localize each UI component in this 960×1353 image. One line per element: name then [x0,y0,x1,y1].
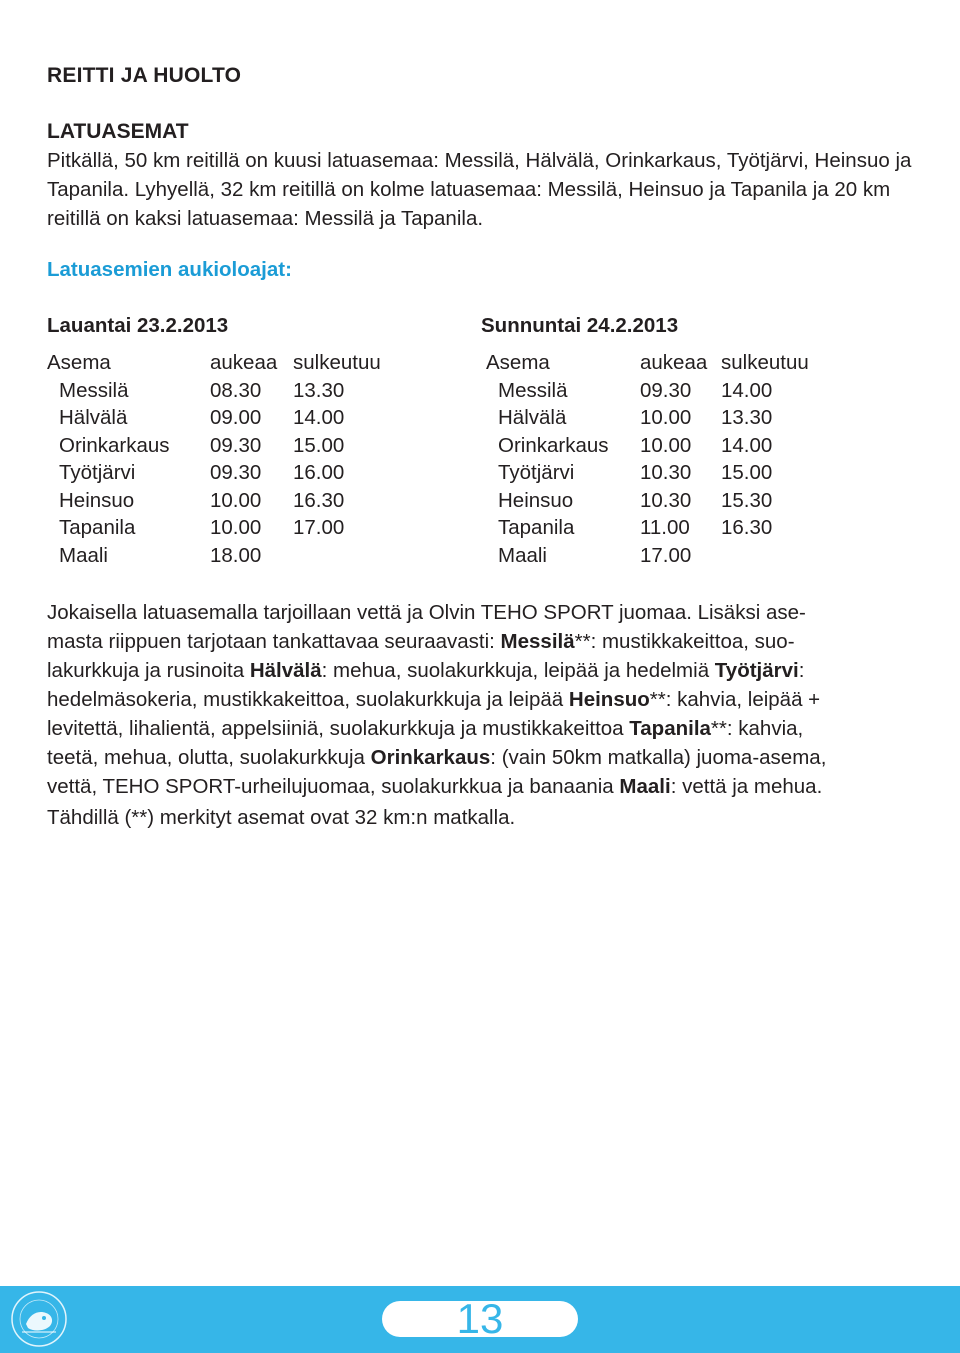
table-row [47,404,467,432]
table-row [481,542,901,570]
station-name-bold: Hälvälä [249,659,322,682]
opening-time: 17.00 [640,543,692,567]
station-name-bold: Työtjärvi [714,659,799,682]
station-name: Hälvälä [498,406,567,429]
subsection-title: LATUASEMAT [47,120,189,143]
section-title: REITTI JA HUOLTO [47,64,242,87]
station-name: Messilä [498,378,568,402]
table-row [47,514,467,542]
closing-time: 14.00 [721,433,773,457]
saturday-header-row [47,349,467,377]
station-name-bold: Orinkarkaus [370,746,491,769]
column-header-station: Asema [486,351,550,374]
offer-text: **: kahvia, [710,717,804,740]
sunday-title: Sunnuntai 24.2.2013 [481,314,679,337]
opening-time: 10.00 [640,406,692,429]
event-logo-icon [8,1288,70,1350]
opening-time: 10.00 [210,488,262,512]
table-row [481,432,901,460]
opening-time: 18.00 [210,543,262,567]
closing-time: 15.30 [721,488,773,512]
opening-time: 09.30 [210,461,262,484]
offer-text: **: mustikkakeittoa, suo- [574,630,795,653]
closing-time: 16.30 [293,488,345,512]
offer-text: : [798,659,805,682]
table-row [47,377,467,405]
station-name: Työtjärvi [498,461,575,484]
station-name: Heinsuo [498,488,574,512]
closing-time: 16.00 [293,461,345,484]
station-name: Työtjärvi [59,461,136,484]
station-name: Messilä [59,378,129,402]
station-name-bold: Tapanila [629,717,711,740]
column-header-closes: sulkeutuu [293,351,381,374]
table-row [47,487,467,515]
closing-time: 14.00 [721,378,773,402]
column-header-closes: sulkeutuu [721,351,809,374]
column-header-station: Asema [47,351,111,374]
opening-time: 10.00 [640,433,692,457]
opening-time: 10.00 [210,516,262,539]
station-name: Tapanila [498,516,575,539]
table-row [47,432,467,460]
opening-time: 08.30 [210,378,262,402]
table-row [481,404,901,432]
opening-time: 09.30 [210,433,262,457]
offer-text: teetä, mehua, olutta, suolakurkkuja [47,746,371,769]
opening-hours-heading: Latuasemien aukioloajat: [47,258,292,281]
station-name: Hälvälä [59,406,128,429]
saturday-title: Lauantai 23.2.2013 [47,314,229,337]
refreshments-paragraph [47,598,927,801]
intro-paragraph: Pitkällä, 50 km reitillä on kuusi latuasemaa: Messilä, Hälvälä, Orinkarkaus, Työtjärvi, Heinsuo ja Tapanila. Lyhyellä, 32 km reitillä on kolme latuasemaa: Messilä, Heinsuo ja Tapanila ja 20 km reitillä on kaksi latuasemaa: Messilä ja Tapanila. [47,149,912,230]
closing-time: 13.30 [293,378,345,402]
opening-time: 09.00 [210,406,262,429]
sunday-header-row [481,349,901,377]
offer-text: : mehua, suolakurkkuja, leipää ja hedelmiä [321,659,715,682]
offer-text: : vettä ja mehua. [670,775,823,798]
offer-text: lakurkkuja ja rusinoita [47,659,250,682]
table-row [481,377,901,405]
station-name-bold: Maali [619,775,671,798]
offer-text: Jokaisella latuasemalla tarjoillaan vettä ja Olvin TEHO SPORT juomaa. Lisäksi ase- [47,601,806,624]
table-row [481,487,901,515]
closing-time: 15.00 [721,461,773,484]
closing-time: 17.00 [293,516,345,539]
closing-time: 14.00 [293,406,345,429]
offer-text: : (vain 50km matkalla) juoma-asema, [490,746,827,769]
closing-time: 13.30 [721,406,773,429]
station-name: Maali [59,543,108,567]
station-name-bold: Messilä [500,630,575,653]
closing-time: 16.30 [721,516,773,539]
opening-time: 10.30 [640,488,692,512]
station-name: Heinsuo [59,488,135,512]
sunday-schedule [481,312,901,569]
station-name: Orinkarkaus [59,433,170,457]
station-name: Orinkarkaus [498,433,609,457]
offer-text: **: kahvia, leipää + [649,688,821,711]
table-row [47,459,467,487]
table-row [481,514,901,542]
offer-text: masta riippuen tarjotaan tankattavaa seuraavasti: [47,630,501,653]
closing-time [293,542,413,570]
station-name-bold: Heinsuo [568,688,650,711]
offer-text: vettä, TEHO SPORT-urheilujuomaa, suolakurkkua ja banaania [47,775,620,798]
footnote: Tähdillä (**) merkityt asemat ovat 32 km:n matkalla. [47,806,516,829]
station-name: Maali [498,543,547,567]
saturday-schedule [47,312,467,569]
closing-time [721,542,841,570]
column-header-opens: aukeaa [640,351,708,374]
opening-time: 09.30 [640,378,692,402]
offer-text: hedelmäsokeria, mustikkakeittoa, suolakurkkuja ja leipää [47,688,569,711]
station-name: Tapanila [59,516,136,539]
table-row [481,459,901,487]
offer-text: levitettä, lihalientä, appelsiiniä, suolakurkkuja ja mustikkakeittoa [47,717,630,740]
column-header-opens: aukeaa [210,351,278,374]
opening-time: 11.00 [640,516,690,539]
opening-time: 10.30 [640,461,692,484]
table-row [47,542,467,570]
page-number: 13 [456,1295,504,1342]
closing-time: 15.00 [293,433,345,457]
